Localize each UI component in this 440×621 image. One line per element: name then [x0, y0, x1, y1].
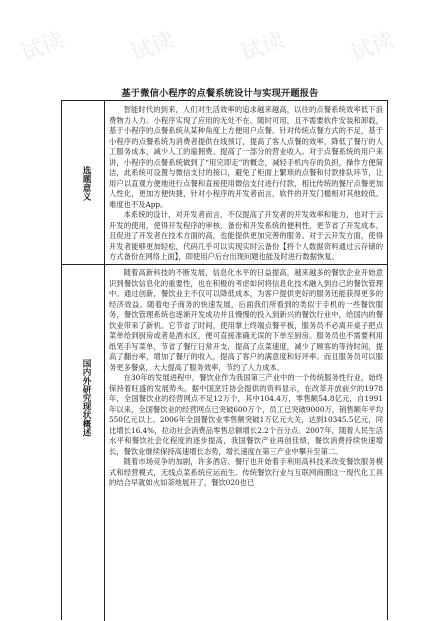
table-row-significance — [62, 101, 387, 265]
watermark: 试读 — [237, 28, 288, 67]
report-table — [61, 100, 388, 620]
watermark: 试读 — [127, 28, 178, 67]
paragraph: 随着市场竞争的加剧，许多酒店、餐厅也开始着手利用高科技来改变餐饮服务模式和经营模式，无线点菜系统应运而生。传统餐饮行业与互联网商圈这一现代化工具的结合早就如火如荼地展开了，餐饮020也已 — [109, 457, 383, 487]
paragraph: 在30年的发展进程中，餐饮业作为我国第三产业中的一个传统服务性行业，始终保持着旺盛的发展势头。据中国烹饪协会提供的资料显示，在改革开放前夕的1978年，全国餐饮业的经营网点不足12万个，其中104.4万，零售额54.8亿元，自1991年以来，全国餐饮业的经营网点已突破600万个，员工已突破9000万，销售额年平均550亿元以上。2006年全国餐饮业零售额突破1万亿元大关，达到10345.5亿元，同比增长16.4%，拉动社会消费品零售总额增长2.2个百分点。2007年，随着人民生活水平和餐饮社会化程度的逐步提高，我国餐饮产业再创佳绩，餐饮消费持续快速增长，餐饮业继续保持高速增长态势，增长速度在第三产业中攀升至第二。 — [109, 373, 383, 456]
paragraph: 智能时代的到来，人们对生活效率的追求越来越高，以往的点餐系统效率低下浪费物力人力。小程序实现了应用的无处不在、随时可用，且不需要软件安装和卸载，基于小程序的点餐系统从某种角度上方便用户点餐。针对传统点餐方式的不足，基于小程序的点餐系统为消费者提供在线预订，提高了客人点餐的效率，降低了餐厅的人工服务成本，减少人工的雇佣费、提高了一部分的营业收入。对于点餐系统的用户来讲，小程序的点餐系统做到了“用完即走”的概念，减轻手机内存的负担，操作方便简洁，此系统可设置与微信支付的接口，避免了柜面上繁琐的点餐和付款排队环节，让用户以直观方便地进行点餐和直接使用微信支付进行付款，相比传统的餐厅点餐更加人性化，更加方便快捷，针对小程序的开发者而言，软件的开发门槛相对其他较低、难度也不及App。 — [109, 105, 383, 209]
row-label-significance: 选题意义 — [81, 165, 91, 201]
row-label-research-status: 国内外研究现状概述 — [81, 359, 91, 437]
paragraph: 本系统的设计，对开发者而言，不仅提高了开发者的开发效率和能力，也对于云开发的使用，使得开发程序的审核、备份和开发系统的便利性，更节省了开发成本，且促进了开发者在技术方面的高，也能提供更加完善的服务。对于云开发方面，使得开发者能够更加轻松，代码几乎可以实现实时云备份【将个人数据资料通过云存储的方式备份在网络上面】，即使用户后台出现问题也能及时进行数据恢复。 — [109, 210, 383, 261]
document-title: 基于微信小程序的点餐系统设计与实现开题报告 — [121, 88, 319, 99]
paragraph: 随着高新科技的不断发展，信息化水平的日益提高，越来越多的餐饮企业开始意识到餐饮信息化的重要性，也在积极的考虑如何将信息化技术融入到自己的餐饮管理中。通过创新，餐饮业主不仅可以降低成本，为客户提供更好的服务还能获得更多的经济效益。随着电子商务的快速发展，后面我们所看到的类似于手机的一些餐饮服务，餐饮管理系统也逐渐开发成功并且慢慢的投入到新兴的餐饮行业中，给国内的餐饮业带来了新机。它节省了时间，使用掌上终端点餐平板，服务员不必离开桌子把点菜单给到厨房或者是酒水区，便可直接准确无误的下单至厨房。服务员也不需要利用纸笔手写菜单，节省了餐厅日常开支，提高了点菜速度，减少了顾客的等待时间，提高了翻台率，增加了餐厅的收入，提高了客户的满意度和好评率。而且服务员可以服务更多餐桌，大大提高了服务效率，节约了人力成本。 — [109, 268, 383, 372]
row-content-significance — [109, 101, 383, 264]
watermark: 试读 — [17, 28, 68, 67]
row-label-cell — [62, 101, 105, 264]
table-row-research-status — [62, 265, 387, 621]
row-content-research-status — [109, 265, 383, 621]
watermark: 试读 — [347, 28, 398, 67]
row-label-cell — [62, 265, 105, 621]
